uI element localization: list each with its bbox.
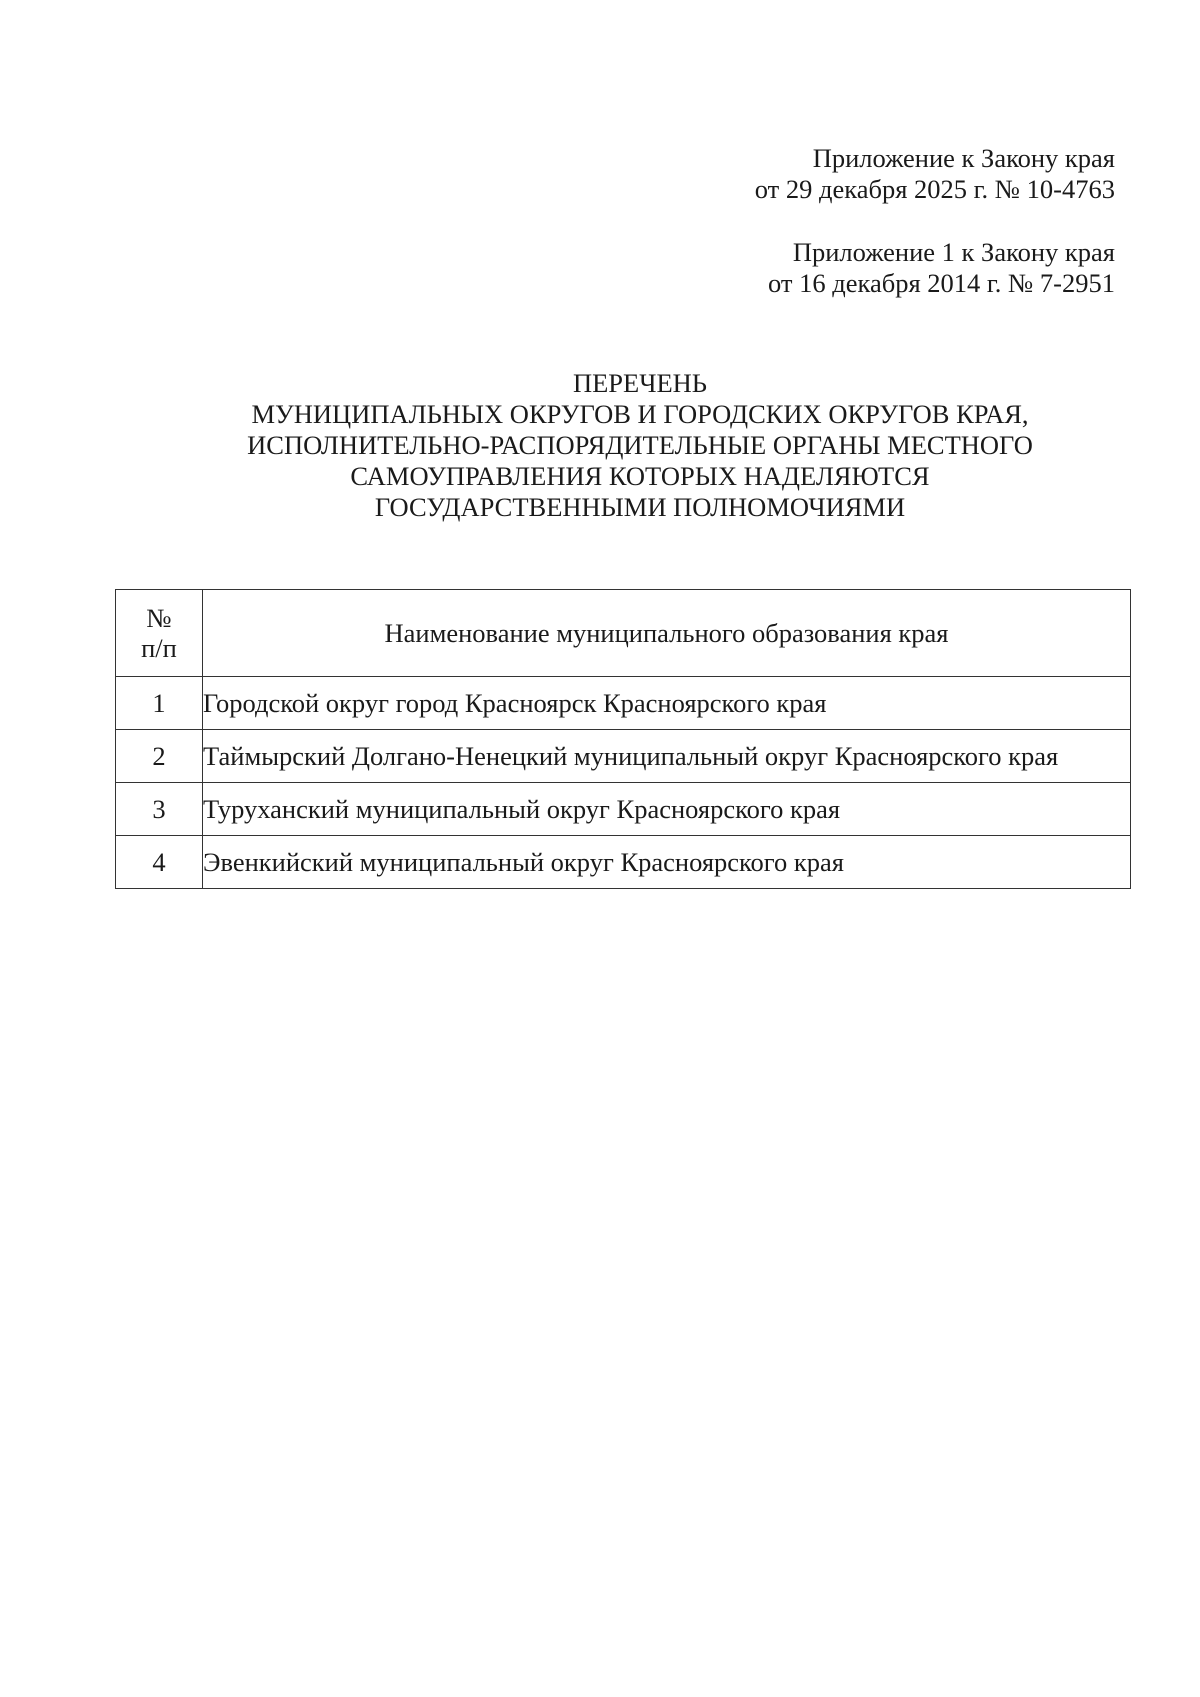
appendix-current-line1: Приложение к Закону края [812,143,1115,173]
title-line-5: ГОСУДАРСТВЕННЫМИ ПОЛНОМОЧИЯМИ [374,492,906,522]
header-number-abbrev: п/п [141,633,177,663]
header-number-cell [116,590,203,677]
header-name-cell: Наименование муниципального образования края [203,590,1131,677]
table-row [116,730,1131,783]
title-line-4: САМОУПРАВЛЕНИЯ КОТОРЫХ НАДЕЛЯЮТСЯ [350,461,930,491]
appendix-current-line2: от 29 декабря 2025 г. № 10-4763 [754,174,1115,204]
appendix-original-line1: Приложение 1 к Закону края [792,237,1115,267]
row-name: Городской округ город Красноярск Красноярского края [203,677,1131,730]
row-number: 4 [116,836,203,889]
title-line-3: ИСПОЛНИТЕЛЬНО-РАСПОРЯДИТЕЛЬНЫЕ ОРГАНЫ МЕСТНОГО [247,430,1033,460]
document-title [140,368,1140,523]
row-number: 1 [116,677,203,730]
table-row [116,836,1131,889]
table-header-row [116,590,1131,677]
row-name: Эвенкийский муниципальный округ Красноярского края [203,836,1131,889]
table-row [116,677,1131,730]
appendix-original-line2: от 16 декабря 2014 г. № 7-2951 [768,268,1115,298]
title-line-1: ПЕРЕЧЕНЬ [572,368,707,398]
row-name: Таймырский Долгано-Ненецкий муниципальный округ Красноярского края [203,730,1131,783]
row-number: 3 [116,783,203,836]
table-row [116,783,1131,836]
municipalities-table [115,589,1131,889]
appendix-current-reference [755,143,1115,205]
header-number-symbol: № [146,603,172,633]
row-number: 2 [116,730,203,783]
title-line-2: МУНИЦИПАЛЬНЫХ ОКРУГОВ И ГОРОДСКИХ ОКРУГОВ КРАЯ, [251,399,1029,429]
appendix-original-reference [768,237,1115,299]
row-name: Туруханский муниципальный округ Красноярского края [203,783,1131,836]
